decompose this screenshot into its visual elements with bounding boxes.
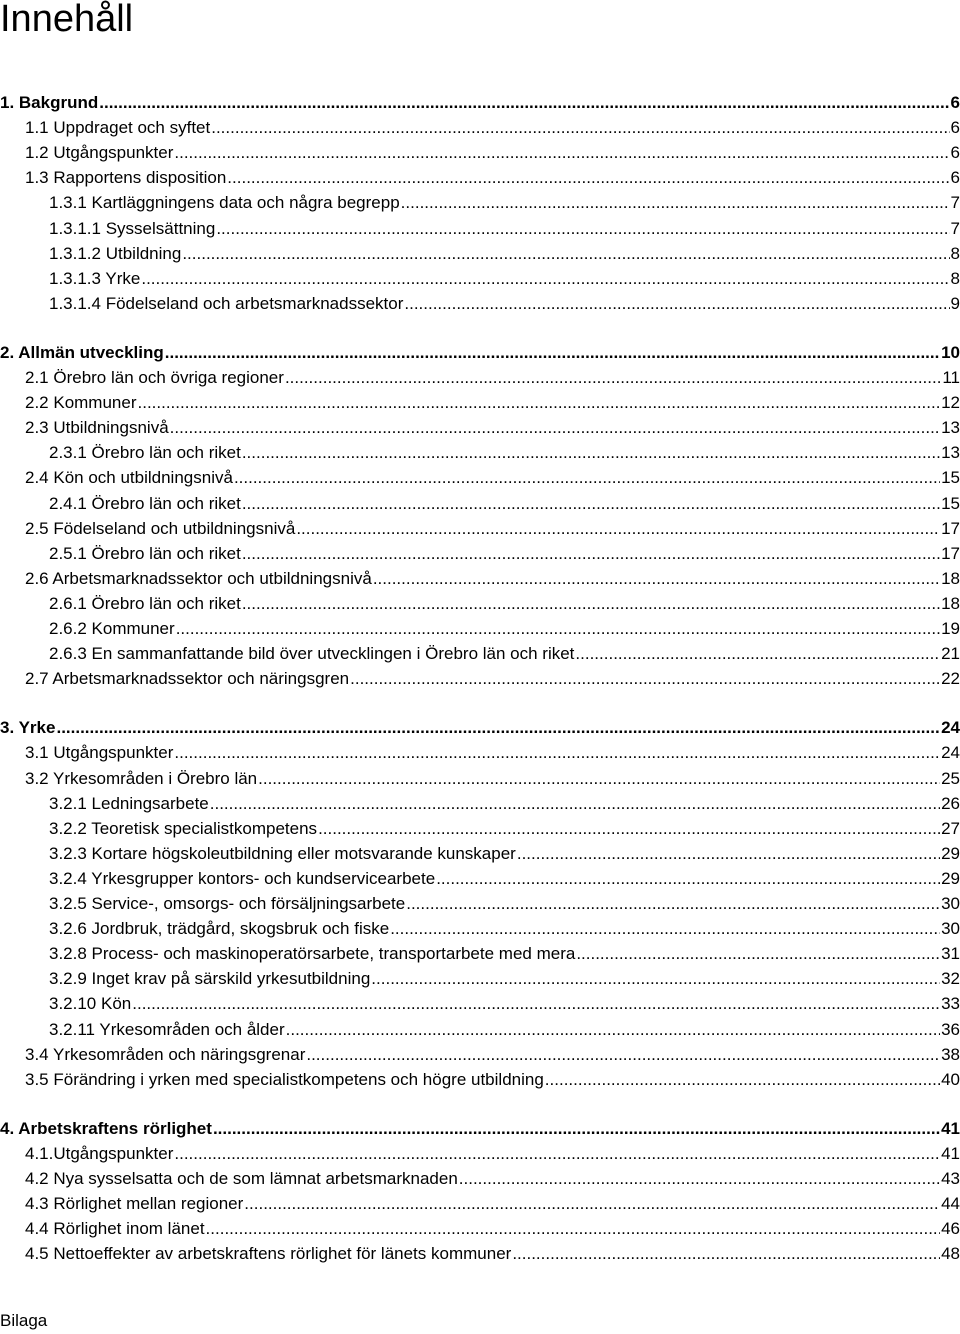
toc-entry-page-number: 7 xyxy=(950,193,960,213)
toc-entry-label: 2.7 Arbetsmarknadssektor och näringsgren xyxy=(25,669,350,689)
toc-entry-label: 2.3 Utbildningsnivå xyxy=(25,418,169,438)
toc-entry-page-number: 19 xyxy=(941,619,960,638)
toc-entry-page-number: 12 xyxy=(941,393,960,413)
toc-entry[interactable] xyxy=(49,266,960,291)
toc-entry-label: 2.1 Örebro län och övriga regioner xyxy=(25,368,284,387)
toc-dot-leader xyxy=(176,616,940,641)
toc-entry[interactable] xyxy=(0,1116,960,1141)
toc-entry-page-number: 32 xyxy=(941,969,960,989)
toc-dot-leader xyxy=(576,941,940,966)
toc-entry-page-number: 13 xyxy=(941,418,960,438)
toc-entry[interactable] xyxy=(25,415,960,440)
toc-entry-page-number: 48 xyxy=(941,1244,960,1264)
toc-entry-page-number: 31 xyxy=(941,944,960,964)
toc-dot-leader xyxy=(390,916,940,941)
toc-dot-leader xyxy=(350,666,940,691)
toc-entry-page-number: 6 xyxy=(950,93,960,112)
toc-entry-page-number: 18 xyxy=(941,568,960,588)
toc-entry-page-number: 24 xyxy=(941,743,960,763)
toc-entry[interactable] xyxy=(25,1216,960,1241)
toc-entry-page-number: 18 xyxy=(941,593,960,613)
toc-dot-leader xyxy=(174,140,949,165)
toc-dot-leader xyxy=(296,516,940,541)
toc-entry-page-number: 21 xyxy=(941,644,960,664)
toc-dot-leader xyxy=(227,165,949,190)
toc-dot-leader xyxy=(286,1017,940,1042)
toc-entry-page-number: 26 xyxy=(941,793,960,813)
toc-dot-leader xyxy=(306,1042,940,1067)
toc-entry-page-number: 44 xyxy=(941,1194,960,1214)
toc-dot-leader xyxy=(575,641,940,666)
toc-entry[interactable] xyxy=(49,891,960,916)
toc-entry[interactable] xyxy=(49,841,960,866)
toc-dot-leader xyxy=(234,465,940,490)
toc-dot-leader xyxy=(206,1216,941,1241)
toc-entry-page-number: 9 xyxy=(950,293,960,313)
toc-entry[interactable] xyxy=(49,541,960,566)
toc-entry-page-number: 46 xyxy=(941,1219,960,1239)
toc-entry-page-number: 29 xyxy=(941,843,960,863)
toc-dot-leader xyxy=(182,241,949,266)
toc-entry-label: 2.6.2 Kommuner xyxy=(49,619,175,638)
toc-entry[interactable] xyxy=(0,715,960,740)
toc-entry-label: 2.6.3 En sammanfattande bild över utvecklingen i Örebro län och riket xyxy=(49,644,575,664)
toc-entry-label: 3.4 Yrkesområden och näringsgrenar xyxy=(25,1044,306,1064)
toc-dot-leader xyxy=(141,266,949,291)
toc-entry-page-number: 17 xyxy=(941,518,960,538)
toc-entry[interactable] xyxy=(25,1241,960,1266)
toc-dot-leader xyxy=(174,1141,940,1166)
toc-dot-leader xyxy=(373,566,940,591)
toc-dot-leader xyxy=(242,491,940,516)
toc-dot-leader xyxy=(216,216,949,241)
toc-entry-label: 2.4 Kön och utbildningsnivå xyxy=(25,468,233,488)
toc-entry-page-number: 36 xyxy=(941,1019,960,1039)
toc-dot-leader xyxy=(406,891,940,916)
toc-entry-label: 3.2.11 Yrkesområden och ålder xyxy=(49,1019,285,1039)
toc-entry-page-number: 7 xyxy=(950,218,960,238)
toc-entry-page-number: 41 xyxy=(941,1143,960,1163)
toc-dot-leader xyxy=(165,340,940,365)
toc-entry-page-number: 6 xyxy=(950,143,960,163)
toc-entry-page-number: 17 xyxy=(941,543,960,563)
toc-entry-label: 1.3.1.3 Yrke xyxy=(49,268,141,288)
toc-entry-label: 2.5.1 Örebro län och riket xyxy=(49,543,241,563)
toc-entry-label: 2.3.1 Örebro län och riket xyxy=(49,443,241,463)
toc-entry[interactable] xyxy=(25,115,960,140)
toc-entry-label: 4.2 Nya sysselsatta och de som lämnat arbetsmarknaden xyxy=(25,1169,458,1188)
toc-entry-label: 2.2 Kommuner xyxy=(25,393,137,413)
toc-entry-label: 3.2.4 Yrkesgrupper kontors- och kundservicearbete xyxy=(49,868,436,888)
toc-entry[interactable] xyxy=(49,241,960,266)
toc-dot-leader xyxy=(512,1241,940,1266)
toc-dot-leader xyxy=(371,966,940,991)
toc-entry-label: 1.3.1.4 Födelseland och arbetsmarknadssektor xyxy=(49,293,404,313)
toc-entry[interactable] xyxy=(25,140,960,165)
toc-entry-page-number: 27 xyxy=(941,818,960,838)
toc-entry-label: 3.2.1 Ledningsarbete xyxy=(49,793,209,813)
toc-dot-leader xyxy=(459,1166,940,1191)
toc-entry-page-number: 25 xyxy=(941,768,960,788)
toc-entry-label: 3.1 Utgångspunkter xyxy=(25,743,174,763)
toc-dot-leader xyxy=(138,390,941,415)
toc-entry[interactable] xyxy=(49,440,960,465)
toc-entry[interactable] xyxy=(49,816,960,841)
toc-entry[interactable] xyxy=(49,1017,960,1042)
toc-entry[interactable] xyxy=(25,1067,960,1092)
toc-entry[interactable] xyxy=(25,1191,960,1216)
toc-entry-label: 1.2 Utgångspunkter xyxy=(25,143,174,163)
toc-entry[interactable] xyxy=(25,1166,960,1191)
toc-dot-leader xyxy=(211,115,949,140)
toc-entry-label: 4. Arbetskraftens rörlighet xyxy=(0,1118,212,1138)
toc-entry[interactable] xyxy=(49,866,960,891)
toc-entry-page-number: 29 xyxy=(941,868,960,888)
toc-dot-leader xyxy=(174,740,940,765)
toc-entry[interactable] xyxy=(49,616,960,641)
toc-entry[interactable] xyxy=(25,365,960,390)
toc-entry[interactable] xyxy=(49,641,960,666)
toc-dot-leader xyxy=(242,591,940,616)
toc-dot-leader xyxy=(436,866,940,891)
toc-dot-leader xyxy=(258,766,940,791)
toc-entry-page-number: 15 xyxy=(941,468,960,488)
toc-dot-leader xyxy=(285,365,941,390)
toc-dot-leader xyxy=(170,415,940,440)
toc-dot-leader xyxy=(401,190,950,215)
toc-dot-leader xyxy=(318,816,940,841)
toc-entry[interactable] xyxy=(25,165,960,190)
toc-entry-label: 3.2 Yrkesområden i Örebro län xyxy=(25,768,258,788)
toc-entry[interactable] xyxy=(49,190,960,215)
toc-entry-label: 3.2.3 Kortare högskoleutbildning eller motsvarande kunskaper xyxy=(49,843,516,863)
toc-entry[interactable] xyxy=(25,516,960,541)
toc-entry[interactable] xyxy=(25,566,960,591)
toc-entry[interactable] xyxy=(0,90,960,115)
toc-dot-leader xyxy=(244,1191,940,1216)
footer-label: Bilaga xyxy=(0,1311,48,1330)
toc-dot-leader xyxy=(242,440,940,465)
toc-entry-label: 3.2.5 Service-, omsorgs- och försäljningsarbete xyxy=(49,894,406,913)
toc-entry-label: 3.2.9 Inget krav på särskild yrkesutbildning xyxy=(49,969,371,989)
toc-dot-leader xyxy=(56,715,940,740)
toc-entry-label: 1.3.1.2 Utbildning xyxy=(49,243,182,263)
toc-entry[interactable] xyxy=(0,340,960,365)
toc-entry-label: 4.3 Rörlighet mellan regioner xyxy=(25,1194,244,1214)
toc-entry-label: 1.3 Rapportens disposition xyxy=(25,168,227,188)
toc-entry-page-number: 30 xyxy=(941,894,960,913)
toc-entry-page-number: 30 xyxy=(941,919,960,939)
toc-entry[interactable] xyxy=(49,966,960,991)
toc-entry-page-number: 11 xyxy=(942,368,960,387)
toc-entry[interactable] xyxy=(25,1042,960,1067)
toc-dot-leader xyxy=(404,291,949,316)
toc-entry-page-number: 41 xyxy=(941,1118,960,1138)
toc-entry-page-number: 43 xyxy=(941,1169,960,1188)
toc-entry[interactable] xyxy=(25,390,960,415)
toc-entry-page-number: 15 xyxy=(941,493,960,513)
toc-entry-page-number: 6 xyxy=(950,118,960,138)
toc-entry-page-number: 13 xyxy=(941,443,960,463)
toc-entry-label: 3.2.10 Kön xyxy=(49,994,132,1014)
toc-entry-label: 2.6.1 Örebro län och riket xyxy=(49,593,241,613)
toc-entry-page-number: 10 xyxy=(941,342,960,362)
toc-entry[interactable] xyxy=(25,465,960,490)
toc-dot-leader xyxy=(517,841,940,866)
toc-dot-leader xyxy=(99,90,949,115)
toc-entry-label: 3. Yrke xyxy=(0,718,56,738)
toc-entry[interactable] xyxy=(25,740,960,765)
toc-entry-label: 3.2.2 Teoretisk specialistkompetens xyxy=(49,818,318,838)
toc-dot-leader xyxy=(210,791,940,816)
toc-entry-label: 1.3.1 Kartläggningens data och några begrepp xyxy=(49,193,400,213)
toc-entry-page-number: 6 xyxy=(950,168,960,188)
toc-entry-page-number: 33 xyxy=(941,994,960,1014)
toc-entry-label: 3.5 Förändring i yrken med specialistkompetens och högre utbildning xyxy=(25,1069,544,1089)
toc-entry-label: 4.5 Nettoeffekter av arbetskraftens rörlighet för länets kommuner xyxy=(25,1244,512,1264)
toc-entry[interactable] xyxy=(25,766,960,791)
toc-entry-label: 3.2.8 Process- och maskinoperatörsarbete, transportarbete med mera xyxy=(49,944,576,964)
toc-dot-leader xyxy=(242,541,940,566)
toc-entry-page-number: 38 xyxy=(941,1044,960,1064)
toc-entry[interactable] xyxy=(49,791,960,816)
toc-entry-label: 2.6 Arbetsmarknadssektor och utbildningsnivå xyxy=(25,568,372,588)
toc-entry[interactable] xyxy=(49,941,960,966)
toc-entry[interactable] xyxy=(25,666,960,691)
toc-entry-label: 2.4.1 Örebro län och riket xyxy=(49,493,241,513)
toc-entry-label: 4.1.Utgångspunkter xyxy=(25,1143,174,1163)
toc-entry-label: 4.4 Rörlighet inom länet xyxy=(25,1219,205,1239)
toc-dot-leader xyxy=(213,1116,940,1141)
toc-entry-label: 1.1 Uppdraget och syftet xyxy=(25,118,211,138)
toc-entry-label: 1. Bakgrund xyxy=(0,93,99,112)
toc-entry[interactable] xyxy=(49,216,960,241)
toc-entry[interactable] xyxy=(49,916,960,941)
page-title: Innehåll xyxy=(0,0,134,40)
toc-entry-label: 2.5 Födelseland och utbildningsnivå xyxy=(25,518,296,538)
toc-entry-label: 2. Allmän utveckling xyxy=(0,342,164,362)
toc-entry-page-number: 22 xyxy=(941,669,960,689)
toc-entry-page-number: 8 xyxy=(950,268,960,288)
toc-entry[interactable] xyxy=(49,591,960,616)
toc-dot-leader xyxy=(132,991,940,1016)
toc-entry-page-number: 8 xyxy=(950,243,960,263)
toc-entry[interactable] xyxy=(49,491,960,516)
toc-entry-label: 3.2.6 Jordbruk, trädgård, skogsbruk och fiske xyxy=(49,919,390,939)
toc-entry-page-number: 24 xyxy=(941,718,960,738)
toc-dot-leader xyxy=(545,1067,940,1092)
toc-entry[interactable] xyxy=(49,291,960,316)
toc-entry[interactable] xyxy=(49,991,960,1016)
toc-entry-label: 1.3.1.1 Sysselsättning xyxy=(49,218,216,238)
toc-entry-page-number: 40 xyxy=(941,1069,960,1089)
toc-entry[interactable] xyxy=(25,1141,960,1166)
